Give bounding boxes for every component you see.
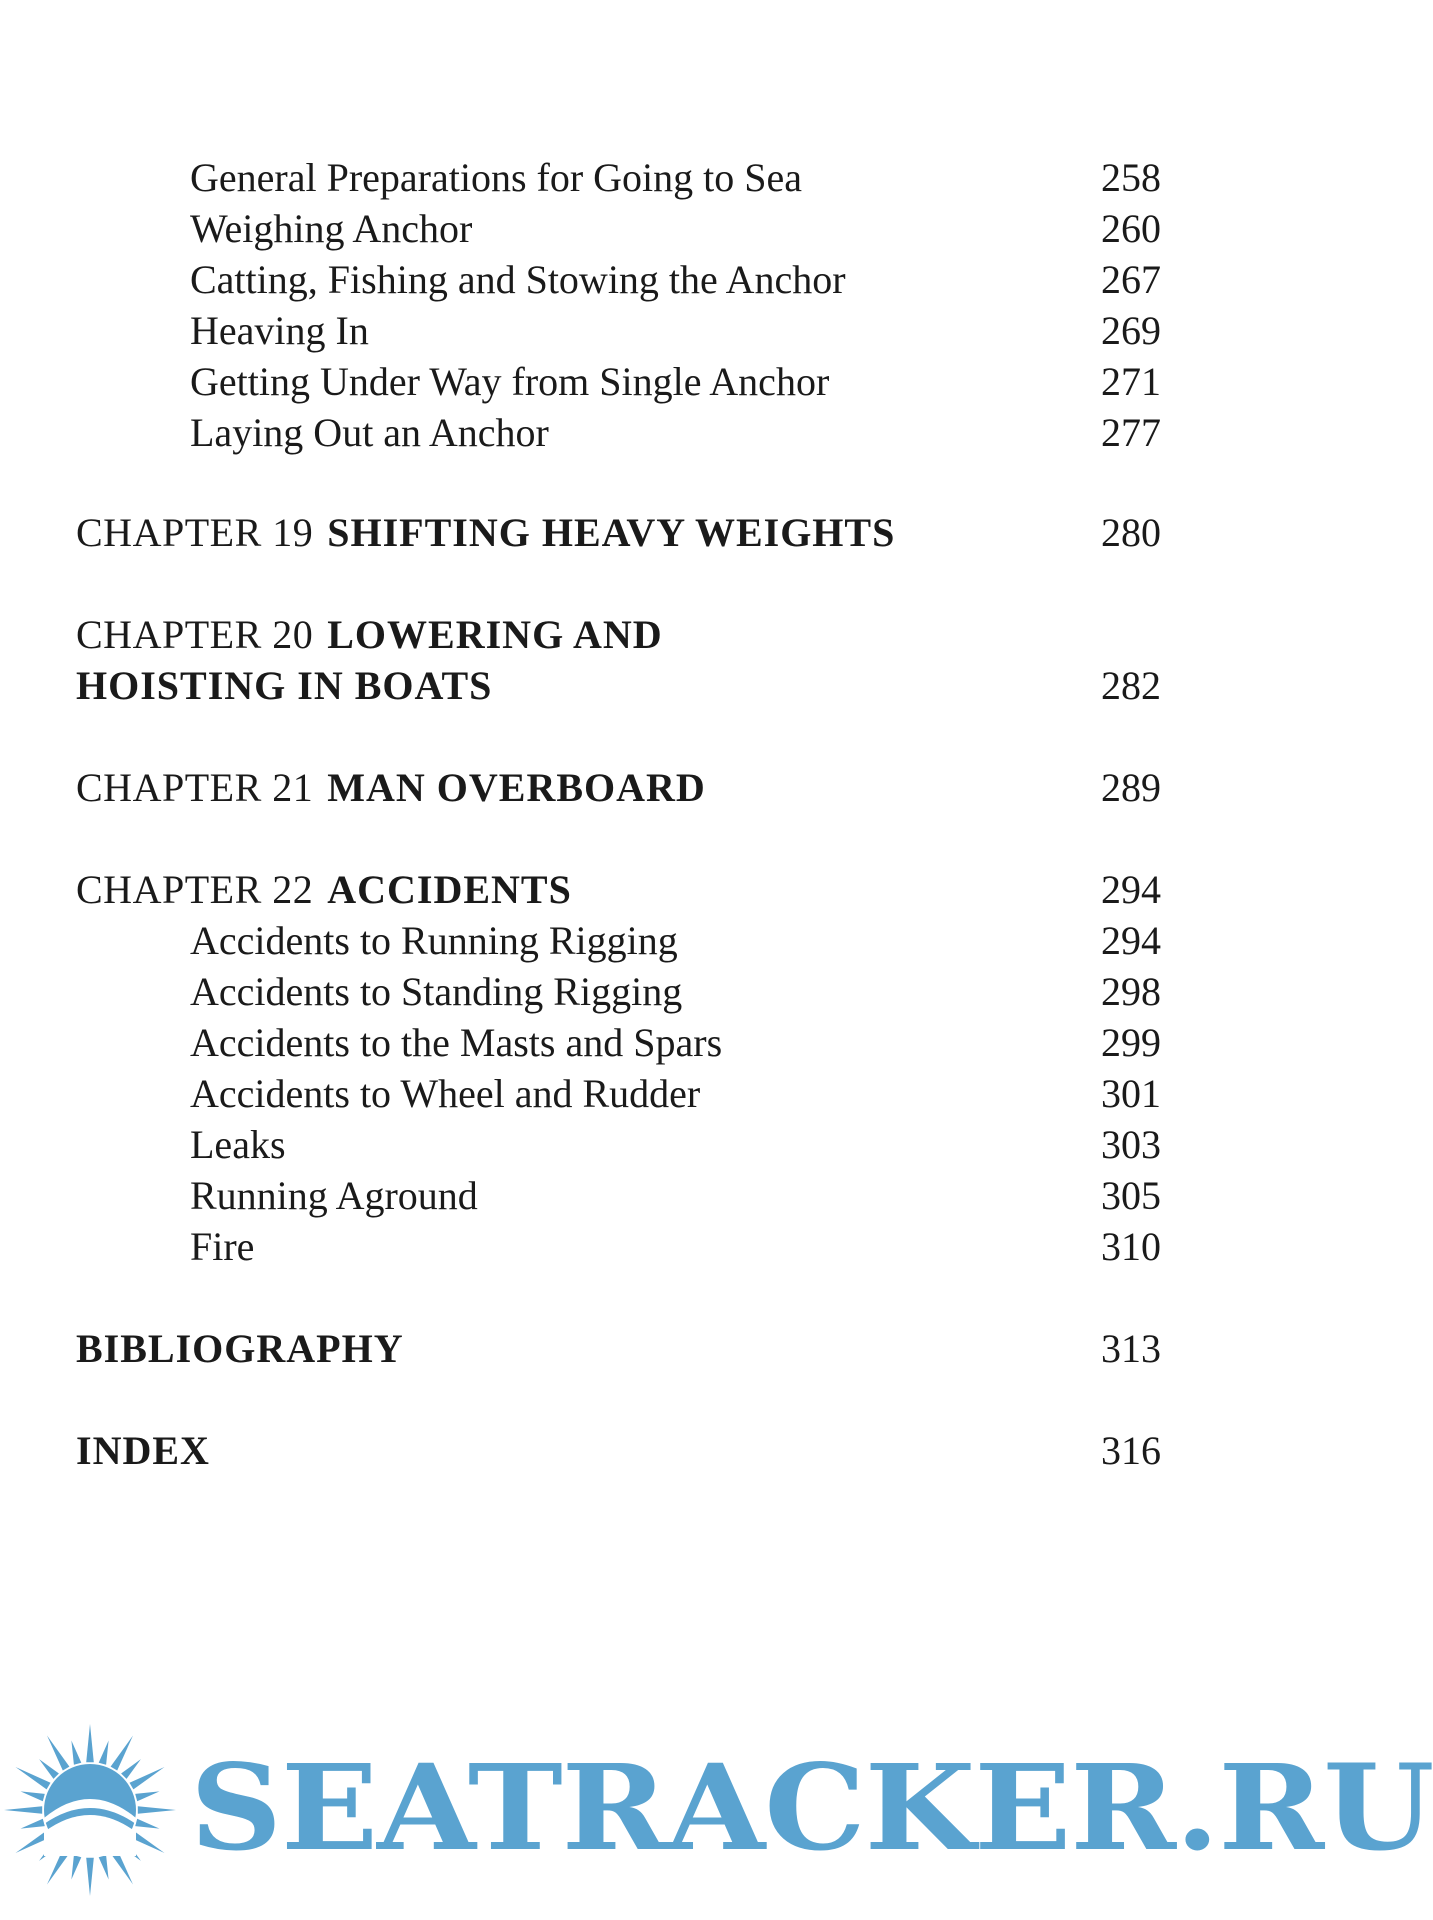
toc-chapter-20-continued[interactable] bbox=[0, 660, 1241, 712]
toc-entry-title: Getting Under Way from Single Anchor bbox=[190, 359, 830, 404]
toc-entry-page: 269 bbox=[1101, 308, 1161, 353]
sun-ray bbox=[47, 1736, 69, 1771]
toc-entry-page: 258 bbox=[1101, 155, 1161, 200]
toc-entry[interactable] bbox=[0, 305, 1241, 357]
toc-entry[interactable] bbox=[0, 915, 1241, 967]
chapter-title: ACCIDENTS bbox=[327, 867, 572, 912]
toc-entry-page: 267 bbox=[1101, 257, 1161, 302]
toc-entry-page: 316 bbox=[1101, 1428, 1161, 1473]
toc-entry[interactable] bbox=[0, 407, 1241, 459]
toc-entry-title: INDEX bbox=[76, 1428, 210, 1473]
sun-ray bbox=[71, 1855, 81, 1879]
chapter-label: CHAPTER 20 bbox=[76, 612, 314, 657]
watermark-text: SEATRACKER.RU bbox=[190, 1738, 1433, 1877]
sun-ray bbox=[86, 1858, 94, 1896]
toc-entry-page: 289 bbox=[1101, 765, 1161, 810]
toc-chapter-21[interactable] bbox=[0, 762, 1241, 814]
toc-chapter-22[interactable] bbox=[0, 864, 1241, 916]
toc-entry-page: 301 bbox=[1101, 1071, 1161, 1116]
sun-ray bbox=[39, 1759, 59, 1779]
toc-entry-title: Leaks bbox=[190, 1122, 286, 1167]
sun-ray bbox=[4, 1806, 42, 1814]
toc-chapter-19[interactable] bbox=[0, 507, 1241, 559]
sun-ray bbox=[21, 1791, 45, 1801]
toc-entry-page: 299 bbox=[1101, 1020, 1161, 1065]
sun-ray bbox=[21, 1819, 45, 1829]
toc-entry-title: Catting, Fishing and Stowing the Anchor bbox=[190, 257, 846, 302]
toc-entry-page: 280 bbox=[1101, 510, 1161, 555]
toc-entry[interactable] bbox=[0, 1119, 1241, 1171]
toc-entry[interactable] bbox=[0, 1017, 1241, 1069]
toc-index[interactable] bbox=[0, 1425, 1241, 1477]
sun-ray bbox=[138, 1806, 176, 1814]
toc-entry-title: Accidents to Standing Rigging bbox=[190, 969, 683, 1014]
watermark-logo bbox=[0, 1720, 1433, 1900]
toc-entry-page: 305 bbox=[1101, 1173, 1161, 1218]
toc-entry-title: BIBLIOGRAPHY bbox=[76, 1326, 404, 1371]
sun-ray bbox=[135, 1819, 159, 1829]
toc-entry-page: 298 bbox=[1101, 969, 1161, 1014]
toc-bibliography[interactable] bbox=[0, 1323, 1241, 1375]
toc-entry[interactable] bbox=[0, 152, 1241, 204]
toc-entry[interactable] bbox=[0, 1221, 1241, 1273]
chapter-title: SHIFTING HEAVY WEIGHTS bbox=[327, 510, 896, 555]
toc-entry-page: 282 bbox=[1101, 663, 1161, 708]
toc-entry-title: Running Aground bbox=[190, 1173, 478, 1218]
toc-entry-title: General Preparations for Going to Sea bbox=[190, 155, 803, 200]
sun-ray bbox=[121, 1759, 141, 1779]
toc-entry-title: Weighing Anchor bbox=[190, 206, 473, 251]
sun-ray bbox=[16, 1767, 51, 1789]
toc-entry[interactable] bbox=[0, 356, 1241, 408]
sun-icon bbox=[0, 1720, 190, 1900]
toc-entry-page: 277 bbox=[1101, 410, 1161, 455]
sun-ray bbox=[135, 1791, 159, 1801]
chapter-title-continued: HOISTING IN BOATS bbox=[76, 663, 493, 708]
sun-ray bbox=[71, 1741, 81, 1765]
toc-entry[interactable] bbox=[0, 254, 1241, 306]
toc-entry[interactable] bbox=[0, 1170, 1241, 1222]
chapter-title: MAN OVERBOARD bbox=[327, 765, 706, 810]
toc-entry-page: 294 bbox=[1101, 918, 1161, 963]
toc-entry-page: 303 bbox=[1101, 1122, 1161, 1167]
sun-ray bbox=[111, 1736, 133, 1771]
toc-entry-page: 294 bbox=[1101, 867, 1161, 912]
sun-ray bbox=[130, 1767, 165, 1789]
toc-entry-page: 271 bbox=[1101, 359, 1161, 404]
toc-entry[interactable] bbox=[0, 203, 1241, 255]
toc-entry-title: Accidents to the Masts and Spars bbox=[190, 1020, 723, 1065]
sun-ray bbox=[99, 1855, 109, 1879]
toc-entry[interactable] bbox=[0, 1068, 1241, 1120]
toc-entry-title: Heaving In bbox=[190, 308, 369, 353]
toc-entry-page: 310 bbox=[1101, 1224, 1161, 1269]
chapter-title: LOWERING AND bbox=[327, 612, 663, 657]
sun-ray bbox=[99, 1741, 109, 1765]
toc-entry[interactable] bbox=[0, 966, 1241, 1018]
chapter-label: CHAPTER 19 bbox=[76, 510, 314, 555]
toc-entry-title: Accidents to Running Rigging bbox=[190, 918, 678, 963]
toc-entry-title: Accidents to Wheel and Rudder bbox=[190, 1071, 701, 1116]
toc-entry-title: Fire bbox=[190, 1224, 255, 1269]
chapter-label: CHAPTER 22 bbox=[76, 867, 314, 912]
toc-entry-title: Laying Out an Anchor bbox=[190, 410, 549, 455]
toc-entry-page: 260 bbox=[1101, 206, 1161, 251]
toc-chapter-20[interactable] bbox=[0, 609, 1241, 661]
sun-ray bbox=[86, 1724, 94, 1762]
chapter-label: CHAPTER 21 bbox=[76, 765, 314, 810]
toc-entry-page: 313 bbox=[1101, 1326, 1161, 1371]
